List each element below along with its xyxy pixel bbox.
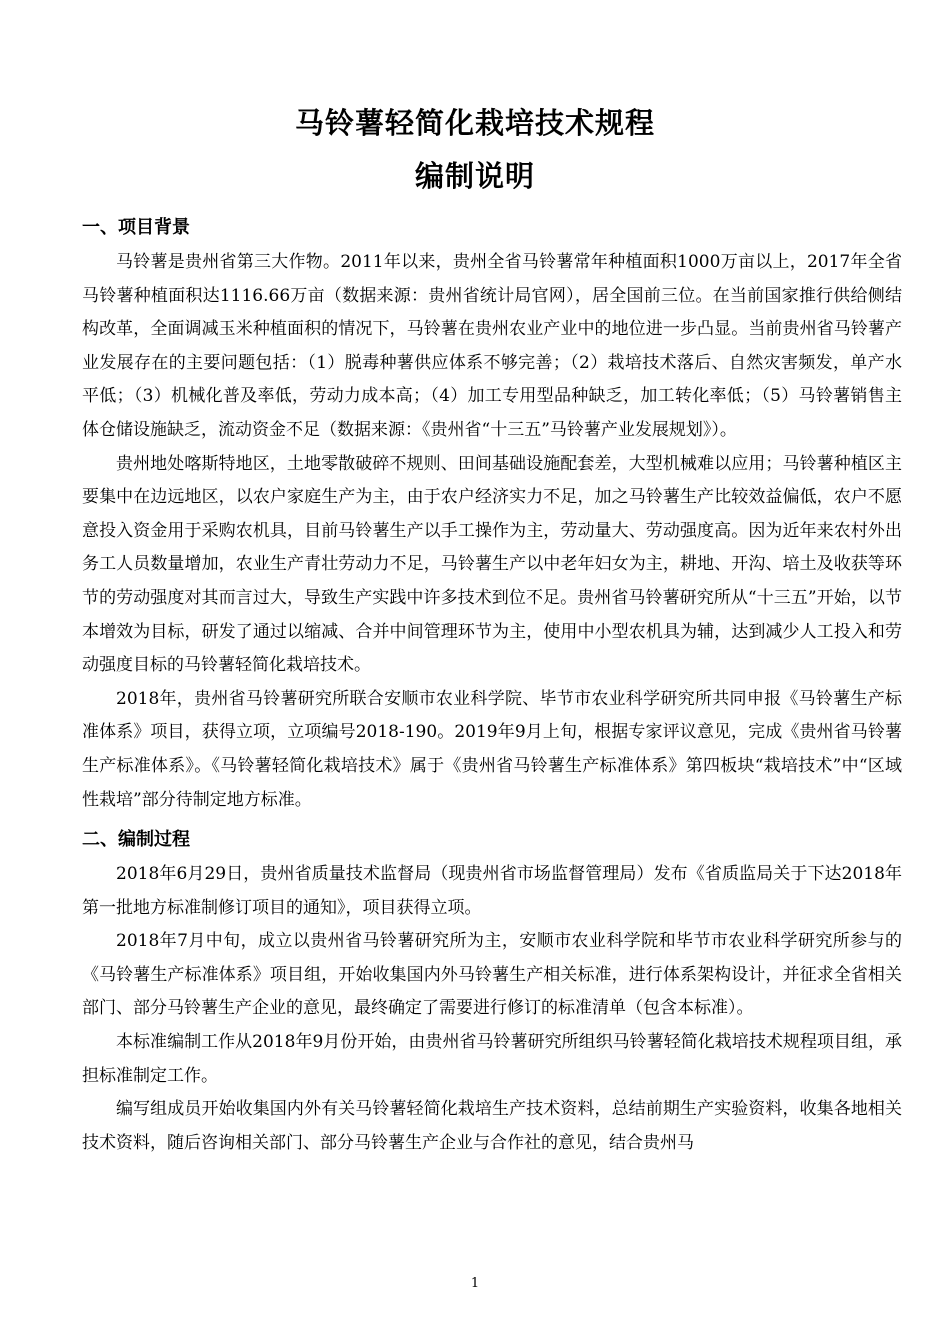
paragraph: 2018年6月29日，贵州省质量技术监督局（现贵州省市场监督管理局）发布《省质监局关于下达2018年第一批地方标准制修订项目的通知》，项目获得立项。 [82, 864, 902, 918]
paragraph: 贵州地处喀斯特地区，土地零散破碎不规则、田间基础设施配套差，大型机械难以应用；马铃薯种植区主要集中在边远地区，以农户家庭生产为主，由于农户经济实力不足，加之马铃薯生产比较效益偏低，农户不愿意投入资金用于采购农机具，目前马铃薯生产以手工操作为主，劳动量大、劳动强度高。因为近年来农村外出务工人员数量增加，农业生产青壮劳动力不足，马铃薯生产以中老年妇女为主，耕地、开沟、培土及收获等环节的劳动强度对其而言过大，导致生产实践中许多技术到位不足。贵州省马铃薯研究所从“十三五”开始，以节本增效为目标，研发了通过以缩减、合并中间管理环节为主，使用中小型农机具为辅，达到减少人工投入和劳动强度目标的马铃薯轻简化栽培技术。 [82, 453, 902, 676]
paragraph: 马铃薯是贵州省第三大作物。2011年以来，贵州全省马铃薯常年种植面积1000万亩以上，2017年全省马铃薯种植面积达1116.66万亩（数据来源：贵州省统计局官网），居全国前三位。在当前国家推行供给侧结构改革，全面调减玉米种植面积的情况下，马铃薯在贵州农业产业中的地位进一步凸显。当前贵州省马铃薯产业发展存在的主要问题包括：（1）脱毒种薯供应体系不够完善；（2）栽培技术落后、自然灾害频发，单产水平低；（3）机械化普及率低，劳动力成本高；（4）加工专用型品种缺乏，加工转化率低；（5）马铃薯销售主体仓储设施缺乏，流动资金不足（数据来源：《贵州省“十三五”马铃薯产业发展规划》）。 [82, 252, 902, 440]
section-heading: 一、项目背景 [82, 217, 190, 238]
document-body [82, 210, 902, 1160]
section-project-background [82, 210, 902, 817]
page-number: 1 [470, 1276, 480, 1291]
section-heading: 二、编制过程 [82, 829, 190, 851]
paragraph: 2018年7月中旬，成立以贵州省马铃薯研究所为主，安顺市农业科学院和毕节市农业科学研究所参与的《马铃薯生产标准体系》项目组，开始收集国内外马铃薯生产相关标准，进行体系架构设计，并征求全省相关部门、部分马铃薯生产企业的意见，最终确定了需要进行修订的标准清单（包含本标准）。 [82, 931, 902, 1019]
document-title: 马铃薯轻简化栽培技术规程 [294, 106, 655, 140]
paragraph: 编写组成员开始收集国内外有关马铃薯轻简化栽培生产技术资料，总结前期生产实验资料，收集各地相关技术资料，随后咨询相关部门、部分马铃薯生产企业与合作社的意见，结合贵州马 [82, 1099, 902, 1153]
paragraph: 2018年，贵州省马铃薯研究所联合安顺市农业科学院、毕节市农业科学研究所共同申报《马铃薯生产标准体系》项目，获得立项，立项编号2018-190。2019年9月上旬，根据专家评议意见，完成《贵州省马铃薯生产标准体系》。《马铃薯轻简化栽培技术》属于《贵州省马铃薯生产标准体系》第四板块“栽培技术”中“区域性栽培”部分待制定地方标准。 [82, 688, 902, 810]
section-compilation-process [82, 822, 902, 1160]
document-subtitle: 编制说明 [414, 159, 535, 193]
paragraph: 本标准编制工作从2018年9月份开始，由贵州省马铃薯研究所组织马铃薯轻简化栽培技术规程项目组，承担标准制定工作。 [82, 1032, 902, 1086]
